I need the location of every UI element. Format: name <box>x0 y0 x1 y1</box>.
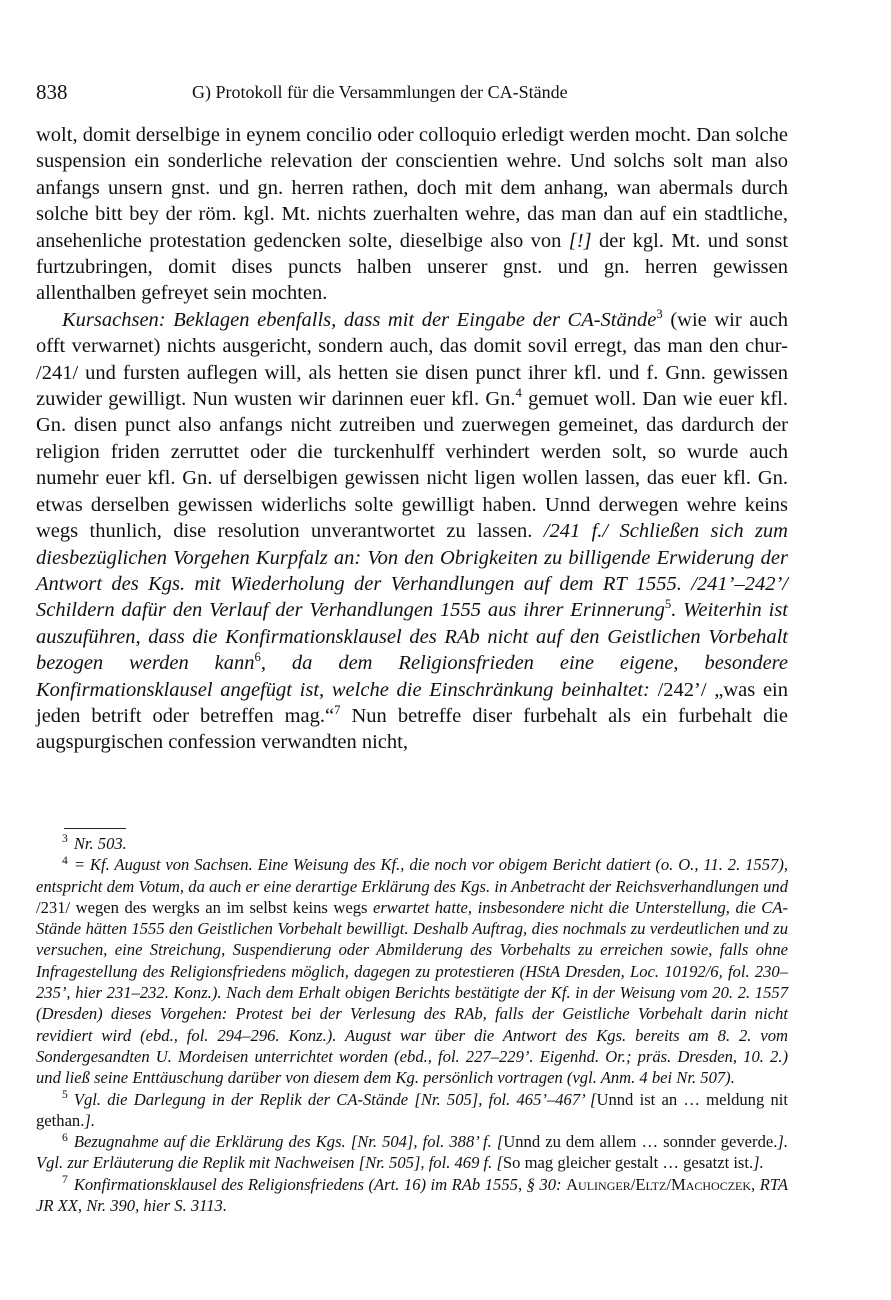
sic-mark: [!] <box>568 229 592 252</box>
footnote-6: $^6$ Bezugnahme auf die Erklärung des Kgs. [Nr. 504], fol. 388’ f. [Unnd zu dem allem … sonnder geverde.]. Vgl. zur Erläuterung die Replik mit Nachweisen [Nr. 505], fol. 469 f. [So mag gleicher gestalt … gesatzt ist.]. <box>36 1130 788 1173</box>
author-names: Aulinger/Eltz/Machoczek <box>566 1174 752 1194</box>
footnote-ref-7[interactable]: 7 <box>334 703 341 718</box>
footnote-7: $^7$ Konfirmationsklausel des Religionsfriedens (Art. 16) im RAb 1555, § 30: Aulinger/Eltz/Machoczek, RTA JR XX, Nr. 390, hier S. 3113. <box>36 1173 788 1216</box>
paragraph-2: Kursachsen: Beklagen ebenfalls, dass mit der Eingabe der CA-Stände$^3$ (wie wir auch offt verwarnet) nichts ausgericht, sondern auch, das domit sovil erregt, das man den chur- /241/ und fursten auflegen will, als hetten sie disen punct ihrer kfl. und f. Gnn. gewissen zuwider gewilligt. Nun wusten wir darinnen euer kfl. Gn.$^4$ gemuet woll. Dan wie euer kfl. Gn. disen punct also anfangs nicht zutreiben und zuerwegen gemeinet, das dardurch der religion friden zerruttet oder die turckenhulff verhindert werden solt, so wurde auch numehr euer kfl. Gn. uf derselbigen gewissen nicht ligen wollen lassen, das euer kfl. Gn. etwas derselben gewissen widerlichs solte gewilligt haben. Unnd derwegen wehre keins wegs thunlich, dise resolution unverantwortet zu lassen. /241 f./ Schließen sich zum diesbezüglichen Vorgehen Kurpfalz an: Von den Obrigkeiten zu billigende Erwiderung der Antwort des Kgs. mit Wiederholung der Verhandlungen auf dem RT 1555. /241’–242’/ Schildern dafür den Verlauf der Verhandlungen 1555 aus ihrer Erinnerung$^5$. Weiterhin ist auszuführen, dass die Konfirmationsklausel des RAb nicht auf den Geistlichen Vorbehalt bezogen werden kann$^6$, da dem Religionsfrieden eine eigene, besondere Konfirmationsklausel angefügt ist, welche die Einschränkung beinhaltet: /242’/ „was ein jeden betrift oder betreffen mag.“$^7$ Nun betreffe diser furbehalt als ein furbehalt die augspurgischen confession verwandten nicht, <box>36 307 789 754</box>
summary-kursachsen: Kursachsen: Beklagen ebenfalls, dass mit der Eingabe der CA-Stände <box>62 308 657 331</box>
quote: /242’/ „was ein jeden betrift oder betreffen mag.“ <box>36 678 788 727</box>
footnotes <box>36 833 788 1216</box>
footnote-ref-4[interactable]: 4 <box>515 386 522 401</box>
footnote-ref-6[interactable]: 6 <box>254 650 261 665</box>
footnote-ref-5[interactable]: 5 <box>664 597 672 612</box>
page-header <box>36 80 816 106</box>
running-head: G) Protokoll für die Versammlungen der CA-Stände <box>192 82 568 102</box>
footnote-divider <box>64 828 126 829</box>
footnote-4: $^4$ = Kf. August von Sachsen. Eine Weisung des Kf., die noch vor obigem Bericht datiert (o. O., 11. 2. 1557), entspricht dem Votum, da auch er eine derartige Erklärung des Kgs. in Anbetracht der Reichsverhandlungen und /231/ wegen des wergks an im selbst keins wegs erwartet hatte, insbesondere nicht die Unterstellung, die CA-Stände hätten 1555 den Geistlichen Vorbehalt bewilligt. Deshalb Auftrag, dies nochmals zu verdeutlichen und zu versuchen, eine Streichung, Suspendierung oder Abmilderung des Vorbehalts zu erreichen sowie, falls ohne Infragestellung des Religionsfriedens möglich, dagegen zu protestieren (HStA Dresden, Loc. 10192/6, fol. 230–235’, hier 231–232. Konz.). Nach dem Erhalt obigen Berichts bestätigte der Kf. in der Weisung vom 20. 2. 1557 (Dresden) dieses Vorgehen: Protest bei der Verlesung des RAb, falls der Geistliche Vorbehalt darin nicht revidiert wird (ebd., fol. 294–296. Konz.). August war über die Antwort des Kgs. bereits am 8. 2. vom Sondergesandten U. Mordeisen unterrichtet worden (ebd., fol. 227–229’. Eigenhd. Or.; präs. Dresden, 10. 2.) und ließ seine Enttäuschung darüber von diesem dem Kg. persönlich vortragen (vgl. Anm. 4 bei Nr. 507). <box>36 853 789 1088</box>
page-number: 838 <box>36 80 68 104</box>
footnote-ref-3[interactable]: 3 <box>656 307 663 322</box>
footnote-5: $^5$ Vgl. die Darlegung in der Replik der CA-Stände [Nr. 505], fol. 465’–467’ [Unnd ist an … meldung nit gethan.]. <box>36 1088 788 1130</box>
paragraph-1: wolt, domit derselbige in eynem concilio oder colloquio erledigt werden mocht. Dan solche suspension ein sonderliche relevation der conscientien wehre. Und solchs solt man also anfangs unsern gnst. und gn. herren rathen, doch mit dem anhang, wan abermals durch solche bitt bey der röm. kgl. Mt. nichts zuerhalten wehre, das man dan auf ein stadtliche, ansehenliche protestation gedencken solte, dieselbige also von [!] der kgl. Mt. und sonst furtzubringen, domit dises puncts halben unserer gnst. und gn. herren gewissen allenthalben gefreyet sein mochten. <box>36 124 789 305</box>
main-text <box>36 122 788 756</box>
footnote-3: $^3$ Nr. 503. <box>62 832 127 853</box>
